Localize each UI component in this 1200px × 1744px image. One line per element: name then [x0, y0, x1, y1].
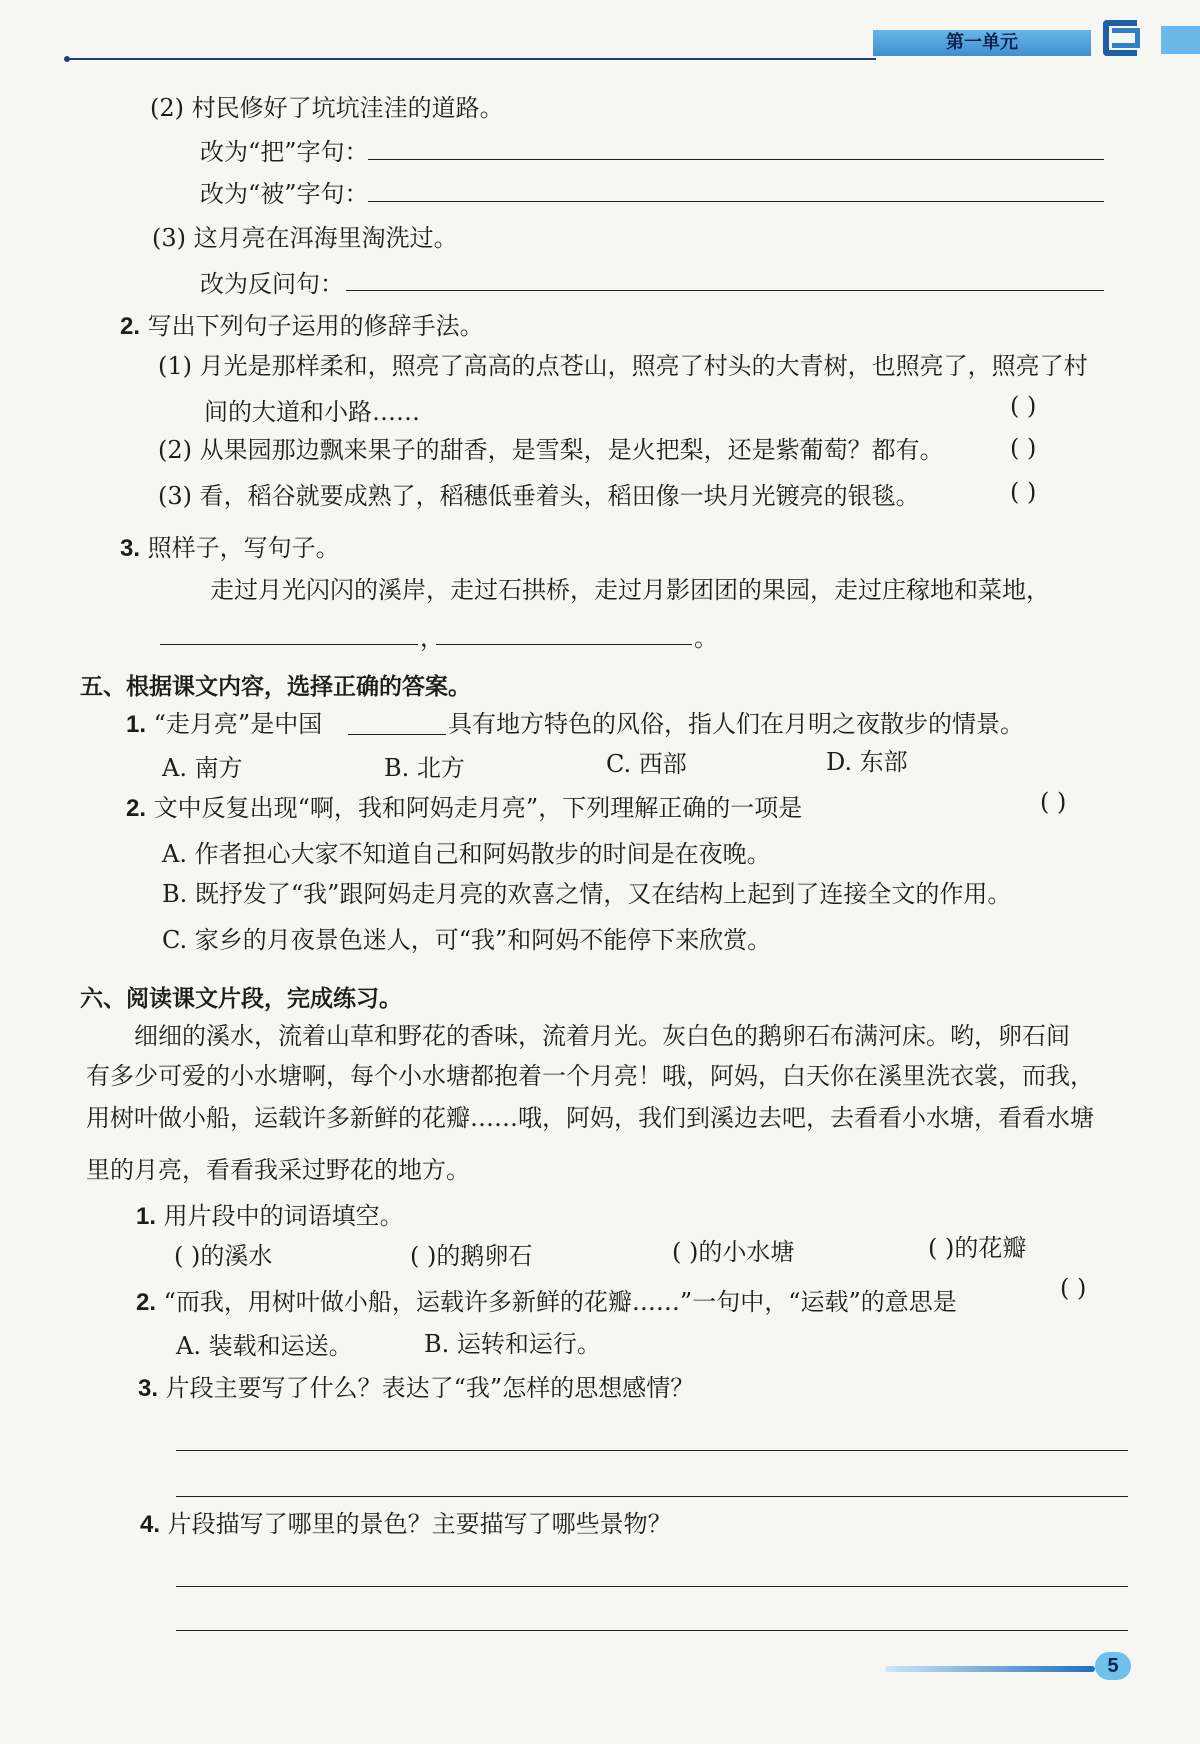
s5-q2: 2. 文中反复出现“啊，我和阿妈走月亮”，下列理解正确的一项是	[126, 794, 803, 822]
q2-title: 2. 写出下列句子运用的修辞手法。	[120, 312, 484, 340]
s5-q1-after: 具有地方特色的风俗，指人们在月明之夜散步的情景。	[448, 710, 1024, 738]
q2-item-1-line2: 间的大道和小路……	[204, 398, 420, 426]
s5-q2-option-a[interactable]: A. 作者担心大家不知道自己和阿妈散步的时间是在夜晚。	[162, 840, 771, 868]
passage-line: 里的月亮，看看我采过野花的地方。	[86, 1156, 470, 1184]
answer-line[interactable]	[176, 1586, 1128, 1587]
answer-paren[interactable]: ( )	[1010, 392, 1037, 420]
answer-line[interactable]	[368, 201, 1104, 202]
unit-title: 第一单元	[873, 30, 1091, 56]
answer-line[interactable]	[176, 1496, 1128, 1497]
header-rule	[66, 58, 876, 60]
q3-comma: ，	[420, 624, 444, 652]
s6-q2: 2. “而我，用树叶做小船，运载许多新鲜的花瓣……”一句中，“运载”的意思是	[136, 1288, 957, 1316]
section-5-title: 五、根据课文内容，选择正确的答案。	[80, 674, 471, 700]
q1-2-sentence: (2) 村民修好了坑坑洼洼的道路。	[150, 94, 504, 122]
answer-line[interactable]	[368, 159, 1104, 160]
s6-q1-blank[interactable]: ( )的溪水	[174, 1242, 273, 1270]
s6-q1-blank[interactable]: ( )的鹅卵石	[410, 1242, 533, 1270]
s6-q3: 3. 片段主要写了什么？表达了“我”怎样的思想感情？	[138, 1374, 695, 1402]
s5-q1: 1. “走月亮”是中国	[126, 710, 323, 738]
q2-item-3: (3) 看，稻谷就要成熟了，稻穗低垂着头，稻田像一块月光镀亮的银毯。	[158, 482, 920, 510]
footer-rule	[885, 1666, 1095, 1672]
s5-q1-option-d[interactable]: D. 东部	[826, 748, 908, 776]
answer-line[interactable]	[176, 1630, 1128, 1631]
answer-line[interactable]	[348, 734, 446, 735]
s5-q1-option-a[interactable]: A. 南方	[162, 754, 243, 782]
q2-item-1: (1) 月光是那样柔和，照亮了高高的点苍山，照亮了村头的大青树，也照亮了，照亮了村	[158, 352, 1088, 380]
s5-q1-option-c[interactable]: C. 西部	[606, 750, 687, 778]
s5-q2-option-c[interactable]: C. 家乡的月夜景色迷人，可“我”和阿妈不能停下来欣赏。	[162, 926, 772, 954]
s6-q1-blank[interactable]: ( )的小水塘	[672, 1238, 795, 1266]
passage-line: 有多少可爱的小水塘啊，每个小水塘都抱着一个月亮！哦，阿妈，白天你在溪里洗衣裳，而我，	[86, 1062, 1094, 1090]
q1-2-bei-label: 改为“被”字句：	[200, 180, 369, 208]
q3-example: 走过月光闪闪的溪岸，走过石拱桥，走过月影团团的果园，走过庄稼地和菜地，	[210, 576, 1050, 604]
s6-q2-option-b[interactable]: B. 运转和运行。	[424, 1330, 601, 1358]
page-number: 5	[1095, 1652, 1131, 1680]
answer-line[interactable]	[346, 290, 1104, 291]
passage-line: 用树叶做小船，运载许多新鲜的花瓣……哦，阿妈，我们到溪边去吧，去看看小水塘，看看水塘	[86, 1104, 1094, 1132]
section-6-title: 六、阅读课文片段，完成练习。	[80, 986, 402, 1012]
q3-title: 3. 照样子，写句子。	[120, 534, 340, 562]
q1-3-sentence: (3) 这月亮在洱海里淘洗过。	[152, 224, 458, 252]
answer-paren[interactable]: ( )	[1010, 434, 1037, 462]
s5-q1-option-b[interactable]: B. 北方	[384, 754, 465, 782]
s6-q4: 4. 片段描写了哪里的景色？主要描写了哪些景物？	[140, 1510, 672, 1538]
q3-period: 。	[694, 624, 718, 652]
q2-item-2: (2) 从果园那边飘来果子的甜香，是雪梨，是火把梨，还是紫葡萄？都有。	[158, 436, 944, 464]
s5-q2-option-b[interactable]: B. 既抒发了“我”跟阿妈走月亮的欢喜之情，又在结构上起到了连接全文的作用。	[162, 880, 1012, 908]
q1-3-label: 改为反问句：	[200, 270, 344, 298]
s6-q1-title: 1. 用片段中的词语填空。	[136, 1202, 404, 1230]
passage-line: 细细的溪水，流着山草和野花的香味，流着月光。灰白色的鹅卵石布满河床。哟，卵石间	[134, 1022, 1070, 1050]
s6-q1-blank[interactable]: ( )的花瓣	[928, 1234, 1027, 1262]
answer-line[interactable]	[176, 1450, 1128, 1451]
answer-line[interactable]	[160, 644, 418, 645]
header-right-bar	[1161, 26, 1200, 54]
bracket-decor-inner-icon	[1112, 28, 1140, 48]
q1-2-ba-label: 改为“把”字句：	[200, 138, 369, 166]
answer-paren[interactable]: ( )	[1010, 478, 1037, 506]
s6-q2-option-a[interactable]: A. 装载和运送。	[176, 1332, 353, 1360]
answer-paren[interactable]: ( )	[1060, 1274, 1087, 1302]
answer-line[interactable]	[436, 644, 692, 645]
answer-paren[interactable]: ( )	[1040, 788, 1067, 816]
